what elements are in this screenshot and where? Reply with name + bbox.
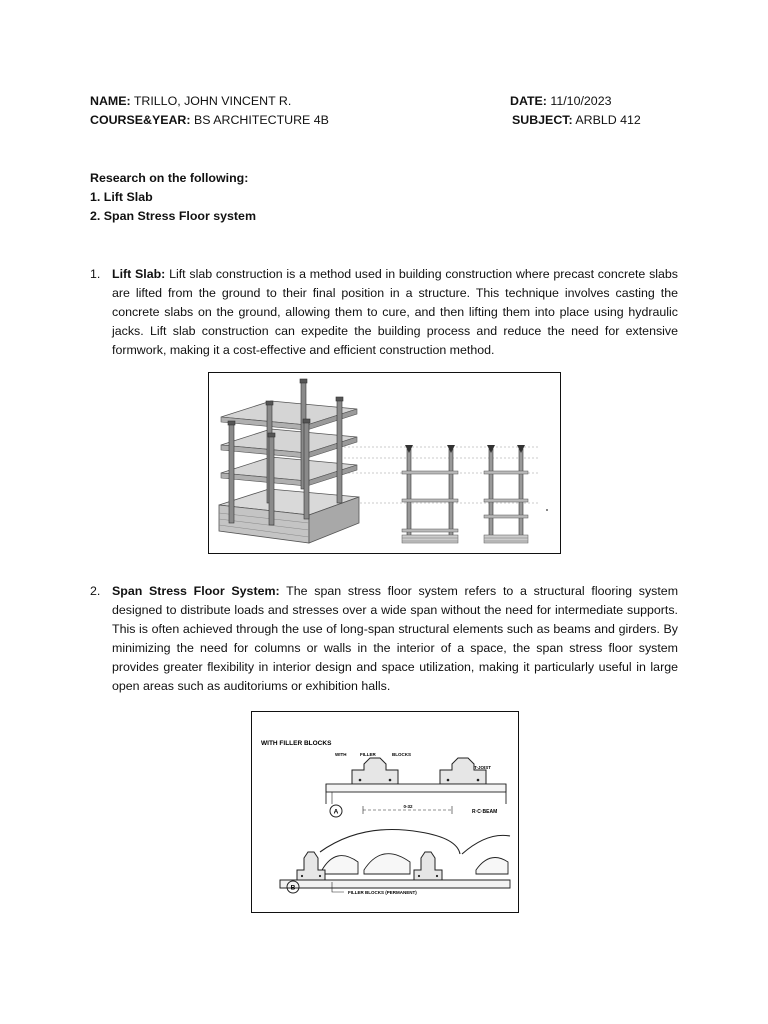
filler-label: FILLER bbox=[360, 752, 376, 757]
section-2-number: 2. bbox=[90, 584, 101, 598]
section-1-number: 1. bbox=[90, 267, 101, 281]
marker-a-label: A bbox=[333, 808, 339, 816]
dimension-label: 0-32 bbox=[403, 804, 413, 809]
guide-lines bbox=[344, 447, 539, 503]
research-item-2: 2. Span Stress Floor system bbox=[90, 209, 256, 223]
research-item-1: 1. Lift Slab bbox=[90, 190, 153, 204]
name-line bbox=[90, 92, 291, 111]
elevation-2 bbox=[484, 445, 548, 543]
subject-line bbox=[512, 111, 641, 130]
section-2-body: The span stress floor system refers to a structural flooring system designed to distribute loads and stresses over a wide span without the need for intermediate supports. This is often achieved through the use of long-span structural elements such as beams and girders. By minimizing the need for columns or walls in the interior of a space, the span stress floor system provides greater flexibility in interior design and space utilization, making it particularly useful in large open areas such as auditoriums or exhibition halls. bbox=[112, 584, 679, 693]
subject-value: ARBLD 412 bbox=[572, 113, 641, 127]
filler-blocks-drawing bbox=[252, 712, 518, 912]
slab-top bbox=[221, 401, 357, 430]
filler-figure-title: WITH FILLER BLOCKS bbox=[261, 740, 332, 747]
slab-middle bbox=[221, 429, 357, 458]
date-value: 11/10/2023 bbox=[546, 94, 612, 108]
name-value: TRILLO, JOHN VINCENT R. bbox=[130, 94, 292, 108]
t-joist-label: T-JOIST bbox=[474, 765, 492, 770]
date-label: DATE: bbox=[510, 94, 547, 108]
with-label: WITH bbox=[335, 752, 347, 757]
research-heading: Research on the following: bbox=[90, 171, 249, 185]
blocks-label: BLOCKS bbox=[392, 752, 411, 757]
marker-b-label: B bbox=[290, 884, 296, 892]
section-2-title: Span Stress Floor System: bbox=[112, 584, 280, 598]
section-1-title: Lift Slab: bbox=[112, 267, 166, 281]
name-label: NAME: bbox=[90, 94, 131, 108]
course-value: BS ARCHITECTURE 4B bbox=[190, 113, 329, 127]
date-line bbox=[510, 92, 611, 111]
filler-blocks-figure bbox=[251, 711, 519, 913]
subject-label: SUBJECT: bbox=[512, 113, 573, 127]
filler-permanent-label: FILLER BLOCKS (PERMANENT) bbox=[348, 890, 417, 895]
elevation-1 bbox=[402, 445, 458, 543]
lift-slab-figure bbox=[208, 372, 561, 554]
lift-slab-drawing bbox=[209, 373, 560, 553]
section-1-body: Lift slab construction is a method used in building construction where precast concrete slabs are lifted from the ground to their final position in a structure. This technique involves casting the concrete slabs on the ground, allowing them to cure, and then lifting them into place using hydraulic jacks. Lift slab construction can expedite the building process and reduce the need for extensive formwork, making it a cost-effective and efficient construction method. bbox=[112, 267, 679, 357]
lower-section bbox=[280, 830, 510, 889]
course-line bbox=[90, 111, 329, 130]
section-1-paragraph bbox=[112, 265, 678, 360]
slab-bottom bbox=[221, 457, 357, 486]
rc-beam-label: R·C·BEAM bbox=[472, 809, 498, 815]
section-2-paragraph bbox=[112, 582, 678, 696]
course-label: COURSE&YEAR: bbox=[90, 113, 191, 127]
